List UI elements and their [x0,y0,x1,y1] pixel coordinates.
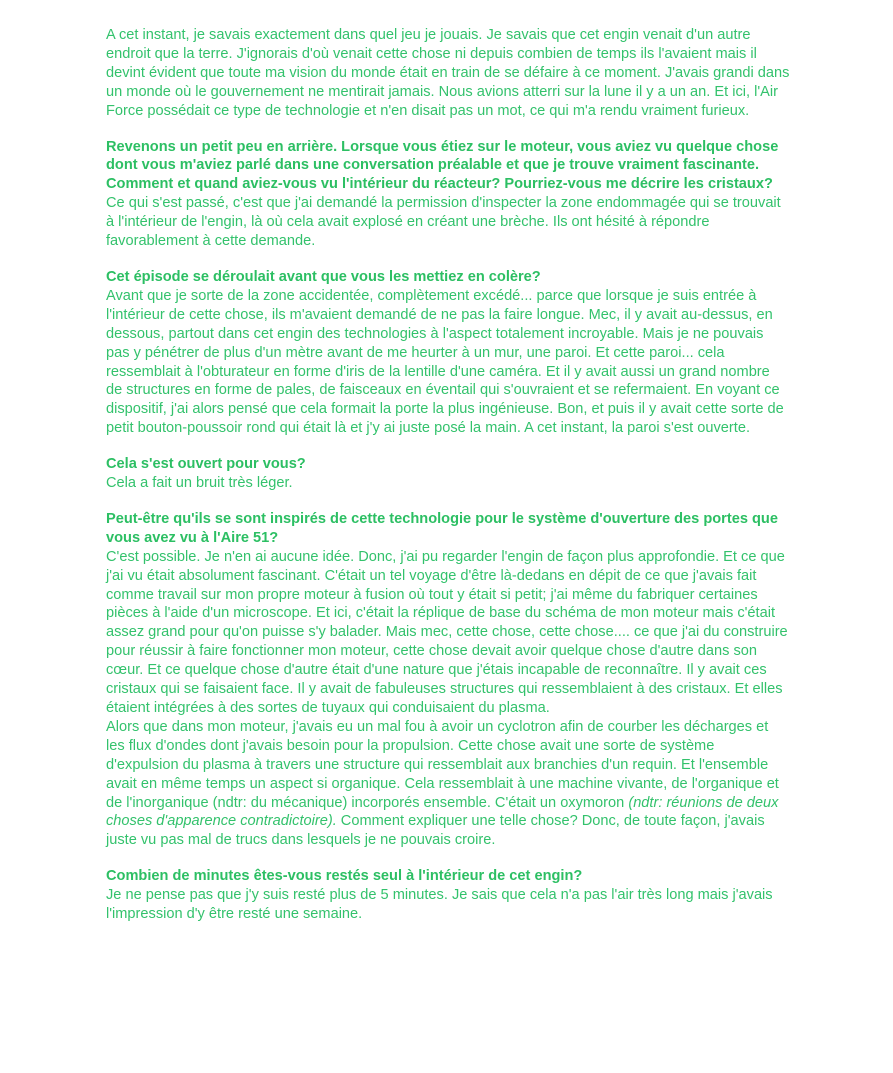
answer-4-part-2 [106,718,790,850]
intro-paragraph: A cet instant, je savais exactement dans quel jeu je jouais. Je savais que cet engin venait d'un autre endroit que la terre. J'ignorais d'où venait cette chose ni depuis combien de temps ils l'avaient mais il devint évident que toute ma vision du monde était en train de se défaire à ce moment. J'avais grandi dans un monde où le gouvernement ne mentirait jamais. Nous avions atterri sur la lune il y a un an. Et ici, l'Air Force possédait ce type de technologie et n'en disait pas un mot, ce qui m'a rendu vraiment furieux. [106,27,790,119]
question-1: Revenons un petit peu en arrière. Lorsque vous étiez sur le moteur, vous aviez vu quelque chose dont vous m'aviez parlé dans une conversation préalable et que je trouve vraiment fascinante. Comment et quand aviez-vous vu l'intérieur du réacteur? Pourriez-vous me décrire les cristaux? [106,138,779,193]
answer-1: Ce qui s'est passé, c'est que j'ai demandé la permission d'inspecter la zone endommagée qui se trouvait à l'intérieur de l'engin, là où cela avait explosé en créant une brèche. Ils ont hésité à répondre favorablement à cette demande. [106,195,781,250]
qa-block-5 [106,867,790,924]
answer-5: Je ne pense pas que j'y suis resté plus de 5 minutes. Je sais que cela n'a pas l'air très long mais j'avais l'impression d'y être resté une semaine. [106,887,773,923]
qa-block-2 [106,268,790,438]
intro-block [106,26,790,121]
question-5: Combien de minutes êtes-vous restés seul à l'intérieur de cet engin? [106,868,583,885]
question-4: Peut-être qu'ils se sont inspirés de cette technologie pour le système d'ouverture des portes que vous avez vu à l'Aire 51? [106,510,778,546]
answer-4-text-before: Alors que dans mon moteur, j'avais eu un mal fou à avoir un cyclotron afin de courber les décharges et les flux d'ondes dont j'avais besoin pour la propulsion. Cette chose avait une sorte de système d'expulsion du plasma à travers une structure qui ressemblait aux branchies d'un requin. Et l'ensemble avait en même temps un aspect si organique. Cela ressemblait à une machine vivante, de l'organique et de l'inorganique (ndtr: du mécanique) incorporés ensemble. C'était un oxymoron [106,718,779,811]
question-2: Cet épisode se déroulait avant que vous les mettiez en colère? [106,268,541,285]
qa-block-3 [106,455,790,493]
answer-4-text-after: Comment expliquer une telle chose? Donc, de toute façon, j'avais juste vu pas mal de trucs dans lesquels je ne pouvais croire. [106,813,765,849]
question-3: Cela s'est ouvert pour vous? [106,456,306,473]
answer-4-part-1: C'est possible. Je n'en ai aucune idée. Donc, j'ai pu regarder l'engin de façon plus approfondie. Et ce que j'ai vu était absolument fascinant. C'était un tel voyage d'être là-dedans en dépit de ce que j'avais fait comme travail sur mon propre moteur à fusion où tout y était si petit; j'ai même du fabriquer certaines pièces à l'aide d'un microscope. Et ici, c'était la réplique de base du schéma de mon moteur mais c'était assez grand pour qu'on puisse s'y balader. Mais mec, cette chose, cette chose.... ce que j'ai du construire pour réussir à faire fonctionner mon moteur, cette chose devait avoir quelque chose d'autre dans son cœur. Et ce quelque chose d'autre était d'une nature que j'étais incapable de reconnaître. Il y avait ces cristaux qui se faisaient face. Il y avait de fabuleuses structures qui ressemblaient à des cristaux. Et elles étaient intégrées à des sortes de tuyaux qui conduisaient du plasma. [106,548,788,716]
answer-2: Avant que je sorte de la zone accidentée, complètement excédé... parce que lorsque je suis entrée à l'intérieur de cette chose, ils m'avaient demandé de ne pas la faire longue. Mec, il y avait au-dessus, en dessous, partout dans cet engin des technologies à l'aspect totalement incroyable. Mais je ne pouvais pas y pénétrer de plus d'un mètre avant de me heurter à un mur, une paroi. Et cette paroi... cela ressemblait à l'obturateur en forme d'iris de la lentille d'une caméra. Et il y avait aussi un grand nombre de structures en forme de pales, de faisceaux en éventail qui s'ouvraient et se refermaient. En voyant ce dispositif, j'ai alors pensé que cela formait la porte la plus ingénieuse. Bon, et puis il y avait cette sorte de petit bouton-poussoir rond qui était là et j'y ai juste posé la main. A cet instant, la paroi s'est ouverte. [106,287,784,437]
translator-note: (ndtr: réunions de deux choses d'apparence contradictoire). [106,794,779,830]
qa-block-1 [106,138,790,251]
interview-page [106,26,790,941]
answer-3: Cela a fait un bruit très léger. [106,475,293,492]
qa-block-4 [106,510,790,850]
